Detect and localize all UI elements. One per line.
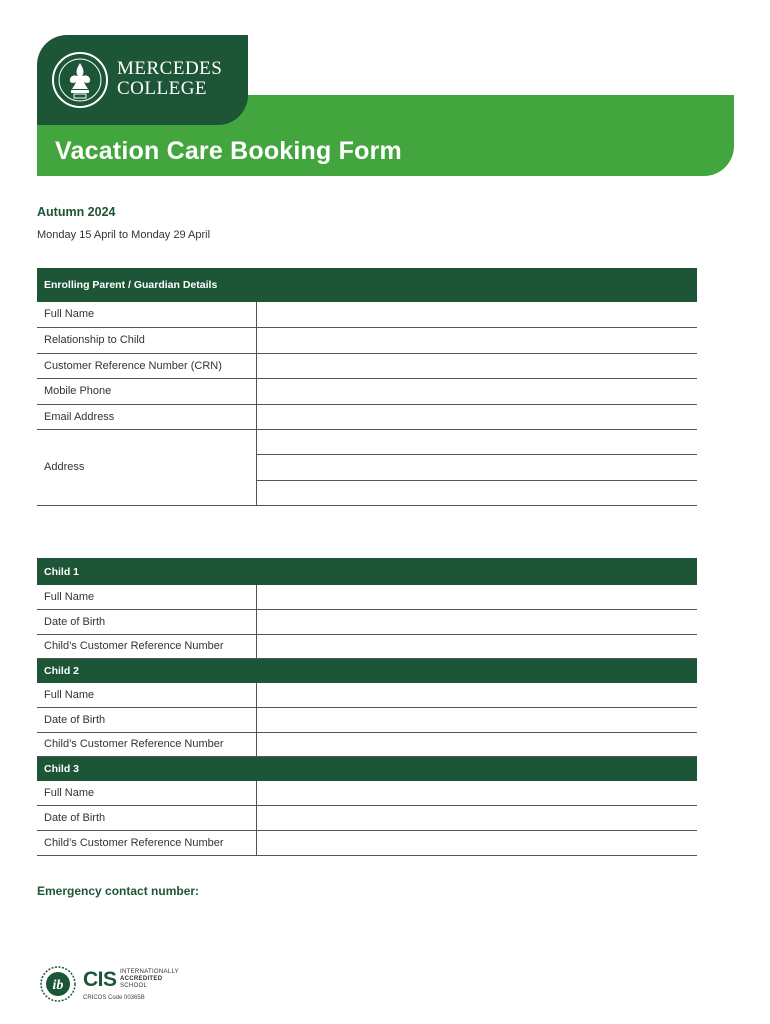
field-label: Full Name <box>37 302 256 327</box>
child-1-crn-field[interactable] <box>256 634 697 658</box>
address-line-2-field[interactable] <box>256 454 697 480</box>
child-2-full-name-field[interactable] <box>256 683 697 707</box>
form-row <box>37 634 697 658</box>
email-field[interactable] <box>256 404 697 429</box>
field-label: Full Name <box>37 781 256 805</box>
field-label: Child’s Customer Reference Number <box>37 634 256 658</box>
form-row <box>37 302 697 327</box>
cis-line-1: INTERNATIONALLY <box>120 969 179 975</box>
section-header <box>37 558 697 585</box>
accreditation-logos <box>39 965 199 1005</box>
cis-line-2: ACCREDITED <box>120 976 163 982</box>
field-label: Mobile Phone <box>37 378 256 404</box>
form-row <box>37 327 697 353</box>
children-table <box>37 558 697 856</box>
child-3-full-name-field[interactable] <box>256 781 697 805</box>
college-logo <box>37 35 248 125</box>
form-row <box>37 830 697 855</box>
child-1-full-name-field[interactable] <box>256 585 697 609</box>
child-1-dob-field[interactable] <box>256 609 697 634</box>
section-header <box>37 268 697 302</box>
field-label: Relationship to Child <box>37 327 256 353</box>
form-row <box>37 707 697 732</box>
field-label: Date of Birth <box>37 609 256 634</box>
field-label: Date of Birth <box>37 805 256 830</box>
form-row <box>37 732 697 756</box>
parent-full-name-field[interactable] <box>256 302 697 327</box>
child-3-heading: Child 3 <box>37 756 697 781</box>
field-label: Child’s Customer Reference Number <box>37 830 256 855</box>
emergency-contact-label: Emergency contact number: <box>37 884 200 898</box>
term-dates: Monday 15 April to Monday 29 April <box>37 229 211 241</box>
child-3-crn-field[interactable] <box>256 830 697 855</box>
brand-line-1: MERCEDES <box>117 58 223 79</box>
field-label: Child’s Customer Reference Number <box>37 732 256 756</box>
form-title: Vacation Care Booking Form <box>55 137 402 165</box>
svg-text:ib: ib <box>52 978 64 993</box>
cis-line-3: SCHOOL <box>120 983 148 989</box>
child-2-crn-field[interactable] <box>256 732 697 756</box>
ib-logo-icon <box>39 965 77 1003</box>
field-label: Date of Birth <box>37 707 256 732</box>
mobile-phone-field[interactable] <box>256 378 697 404</box>
college-name <box>117 59 222 99</box>
section-header <box>37 658 697 683</box>
parent-details-table <box>37 268 697 506</box>
child-3-dob-field[interactable] <box>256 805 697 830</box>
address-label: Address <box>37 429 256 505</box>
brand-line-2: COLLEGE <box>117 78 208 99</box>
child-2-dob-field[interactable] <box>256 707 697 732</box>
crn-field[interactable] <box>256 353 697 378</box>
field-label: Full Name <box>37 585 256 609</box>
form-row <box>37 353 697 378</box>
field-label: Email Address <box>37 404 256 429</box>
cis-caption <box>120 969 179 990</box>
section-header <box>37 756 697 781</box>
field-label: Full Name <box>37 683 256 707</box>
form-row <box>37 585 697 609</box>
form-row <box>37 404 697 429</box>
college-crest-icon <box>51 51 109 109</box>
form-row <box>37 609 697 634</box>
cricos-code: CRICOS Code 00365B <box>83 995 145 1001</box>
form-row <box>37 429 697 454</box>
form-row <box>37 378 697 404</box>
field-label: Customer Reference Number (CRN) <box>37 353 256 378</box>
address-line-1-field[interactable] <box>256 429 697 454</box>
term-name: Autumn 2024 <box>37 205 116 219</box>
cis-logo: CIS <box>83 968 117 991</box>
child-2-heading: Child 2 <box>37 658 697 683</box>
address-line-3-field[interactable] <box>256 480 697 505</box>
relationship-field[interactable] <box>256 327 697 353</box>
child-1-heading: Child 1 <box>37 558 697 585</box>
form-row <box>37 805 697 830</box>
form-row <box>37 683 697 707</box>
parent-section-heading: Enrolling Parent / Guardian Details <box>37 268 697 302</box>
form-row <box>37 781 697 805</box>
